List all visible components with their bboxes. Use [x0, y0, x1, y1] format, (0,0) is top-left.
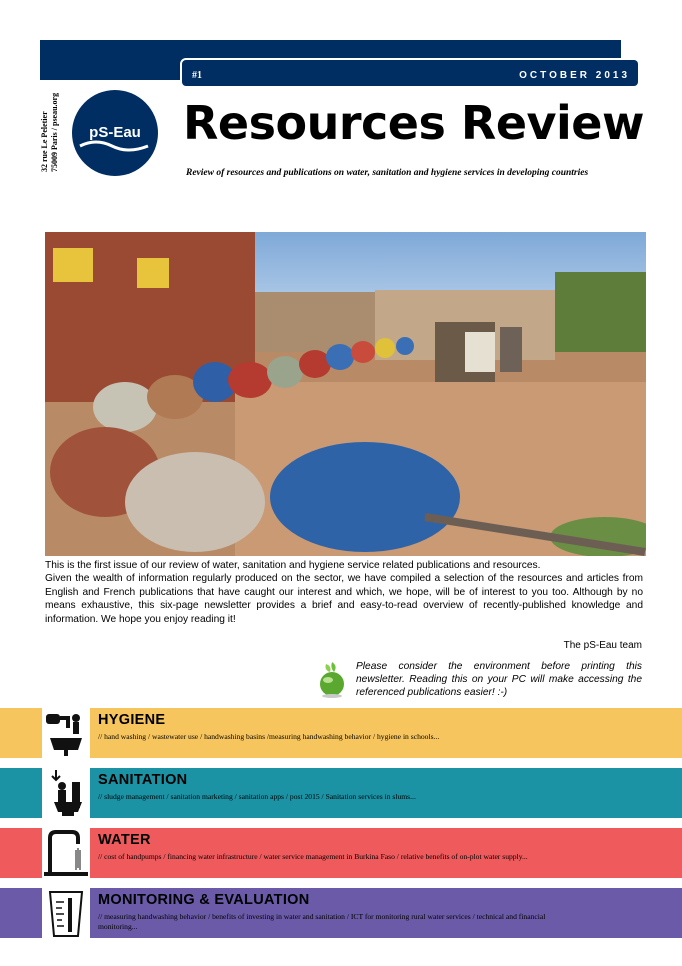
section-title: MONITORING & EVALUATION	[98, 892, 310, 908]
address-line-1: 32 rue Le Peletier	[40, 111, 49, 172]
section-monitoring-evaluation[interactable]	[0, 888, 682, 938]
section-water[interactable]	[0, 828, 682, 878]
section-description: // sludge management / sanitation marketing / sanitation apps / post 2015 / Sanitation services in slums...	[98, 792, 416, 801]
newsletter-subtitle: Review of resources and publications on water, sanitation and hygiene services in developing countries	[186, 168, 589, 178]
cover-photo	[45, 232, 646, 556]
section-sanitation[interactable]	[0, 768, 682, 818]
section-description: // hand washing / wastewater use / handwashing basins /measuring handwashing behavior / hygiene in schools...	[98, 732, 440, 741]
section-description: // cost of handpumps / financing water infrastructure / water service management in Burkina Faso / relative benefits of on-plot water supply...	[98, 852, 528, 861]
toilet-icon	[42, 768, 90, 818]
section-icon-box	[42, 708, 90, 758]
handwashing-icon	[42, 708, 90, 758]
pseau-logo[interactable]	[72, 90, 158, 176]
section-title: WATER	[98, 832, 151, 848]
section-title: HYGIENE	[98, 712, 166, 728]
tap-icon	[42, 828, 90, 878]
section-icon-box	[42, 768, 90, 818]
logo-text: pS-Eau	[89, 124, 141, 141]
issue-date: OCTOBER 2013	[519, 70, 630, 81]
signature: The pS-Eau team	[563, 640, 642, 651]
intro-text	[45, 559, 643, 626]
section-icon-box	[42, 888, 90, 938]
measuring-cylinder-icon	[42, 888, 90, 938]
address-line-2: 75009 Paris / pseau.org	[50, 92, 59, 172]
section-title: SANITATION	[98, 772, 188, 788]
intro-paragraph-1: This is the first issue of our review of water, sanitation and hygiene service related publications and resources.	[45, 560, 541, 571]
section-hygiene[interactable]	[0, 708, 682, 758]
green-globe-icon	[316, 660, 348, 698]
environment-note: Please consider the environment before printing this newsletter. Reading this on your PC will make accessing the referenced publications easier! :-)	[356, 661, 642, 698]
issue-number: #1	[192, 70, 202, 81]
section-icon-box	[42, 828, 90, 878]
newsletter-title: Resources Review	[183, 96, 644, 150]
section-description: // measuring handwashing behavior / benefits of investing in water and sanitation / ICT for monitoring rural water services / technical and financial monitoring...	[98, 912, 546, 931]
intro-paragraph-2: Given the wealth of information regularly produced on the sector, we have compiled a selection of the resources and articles from English and French publications that have caught our interest and which, we hope, will be of interest to you too. Although by no means exhaustive, this six-page newsletter provides a brief and easy-to-read overview of recently-published knowledge and information. We hope you enjoy reading it!	[45, 573, 643, 625]
address-block	[40, 82, 60, 172]
